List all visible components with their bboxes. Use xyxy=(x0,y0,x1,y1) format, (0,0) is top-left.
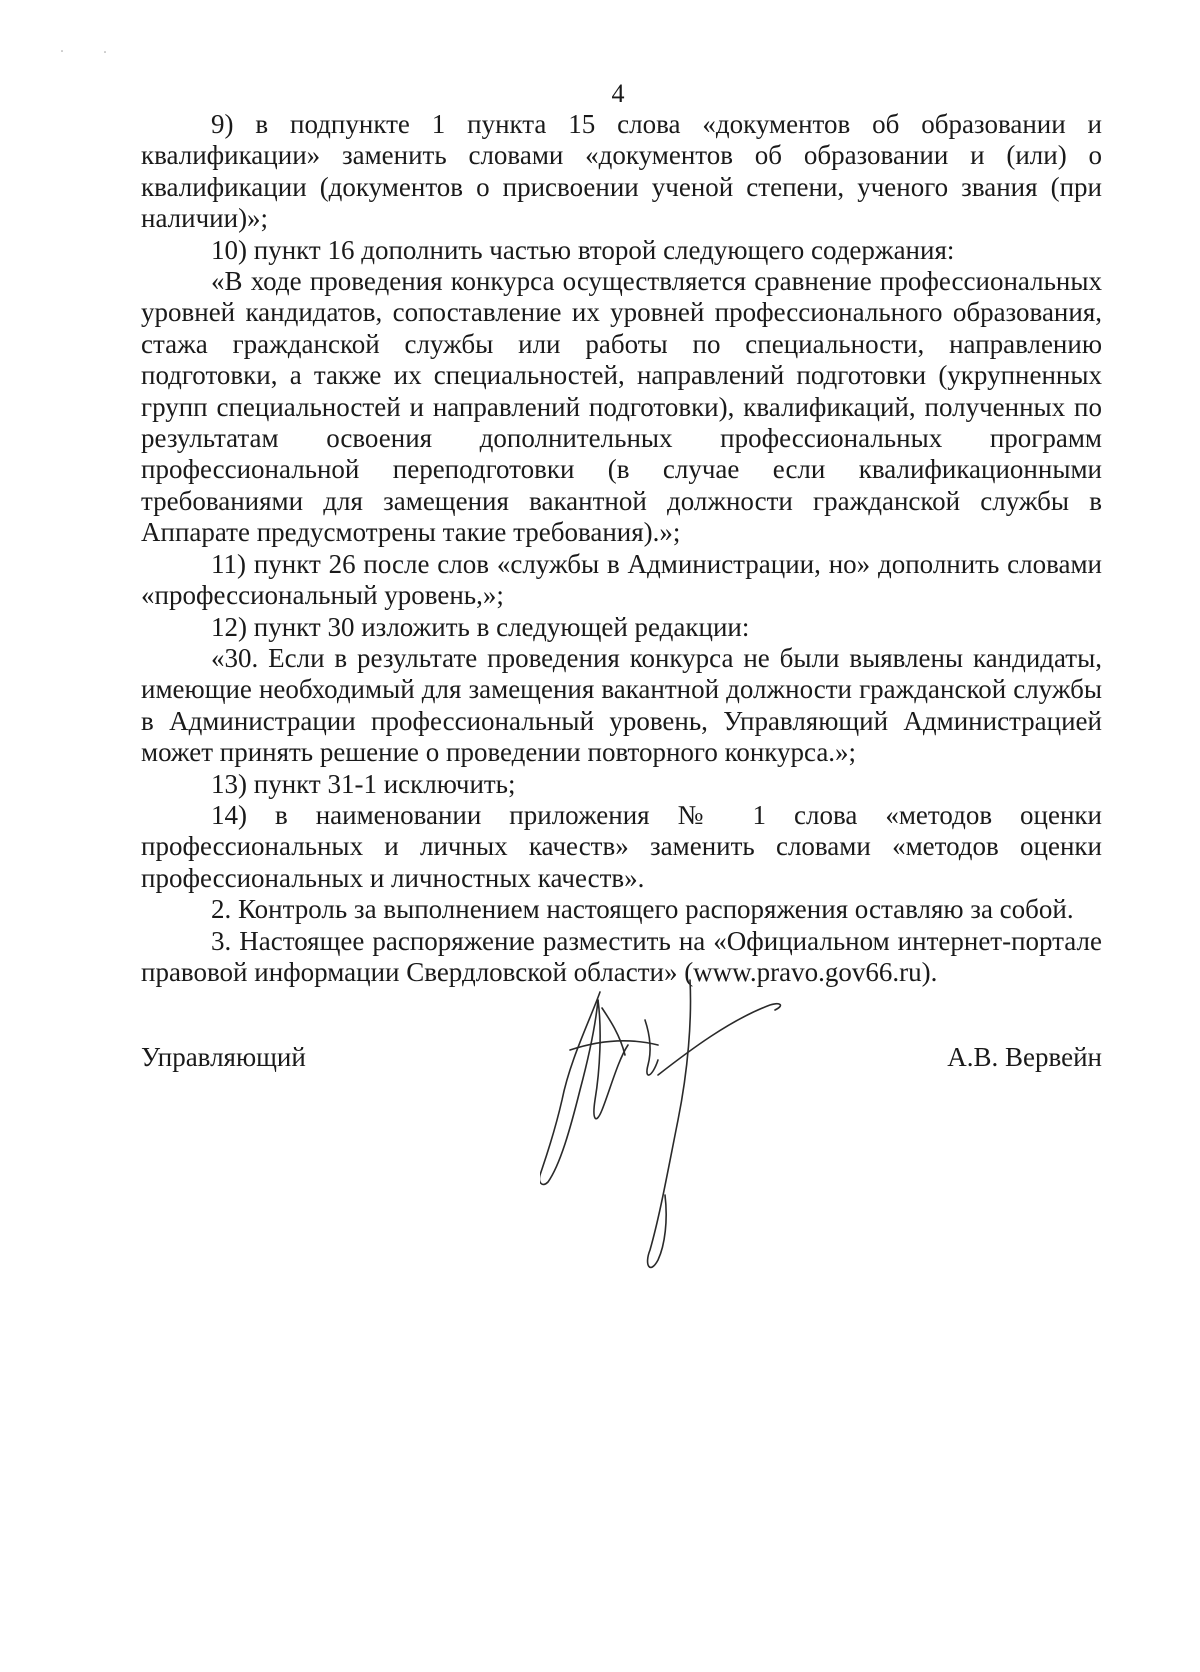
paragraph-item-10: 10) пункт 16 дополнить частью второй следующего содержания: xyxy=(211,234,955,265)
paragraph-item-10-quote: «В ходе проведения конкурса осуществляется сравнение профессиональных уровней кандидатов, сопоставление их уровней профессионального образования, стажа гражданской службы или работы по специальности, направлению подготовки, а также их специальностей, направлений подготовки (укрупненных групп специальностей и направлений подготовки), квалификаций, полученных по результатам освоения дополнительных профессиональных программ профессиональной переподготовки (в случае если квалификационными требованиями для замещения вакантной должности гражданской службы в Аппарате предусмотрены такие требования).»; xyxy=(141,266,1102,548)
paragraph-item-12: 12) пункт 30 изложить в следующей редакции: xyxy=(211,611,750,642)
paragraph-item-13: 13) пункт 31-1 исключить; xyxy=(211,768,516,799)
handwritten-signature xyxy=(540,960,840,1290)
paragraph-item-9: 9) в подпункте 1 пункта 15 слова «документов об образовании и квалификации» заменить словами «документов об образовании и (или) о квалификации (документов о присвоении ученой степени, ученого звания (при наличии)»; xyxy=(141,109,1102,234)
signatory-name: А.В. Вервейн xyxy=(947,1042,1102,1072)
paragraph-point-3: 3. Настоящее распоряжение разместить на «Официальном интернет-портале правовой информации Свердловской области» (www.pravo.gov66.ru). xyxy=(141,925,1102,987)
paragraph-item-12-quote: «30. Если в результате проведения конкурса не были выявлены кандидаты, имеющие необходимый для замещения вакантной должности гражданской службы в Администрации профессиональный уровень, Управляющий Администрацией может принять решение о проведении повторного конкурса.»; xyxy=(141,642,1102,768)
scan-noise-marks xyxy=(60,48,120,58)
paragraph-point-2: 2. Контроль за выполнением настоящего распоряжения оставляю за собой. xyxy=(211,894,1074,925)
paragraph-item-14: 14) в наименовании приложения № 1 слова «методов оценки профессиональных и личных качеств» заменить словами «методов оценки профессиональных и личностных качеств». xyxy=(141,799,1102,893)
document-body xyxy=(141,109,1102,988)
signatory-position: Управляющий xyxy=(141,1042,306,1072)
page-number: 4 xyxy=(611,79,625,108)
paragraph-item-11: 11) пункт 26 после слов «службы в Администрации, но» дополнить словами «профессиональный уровень,»; xyxy=(141,548,1102,611)
